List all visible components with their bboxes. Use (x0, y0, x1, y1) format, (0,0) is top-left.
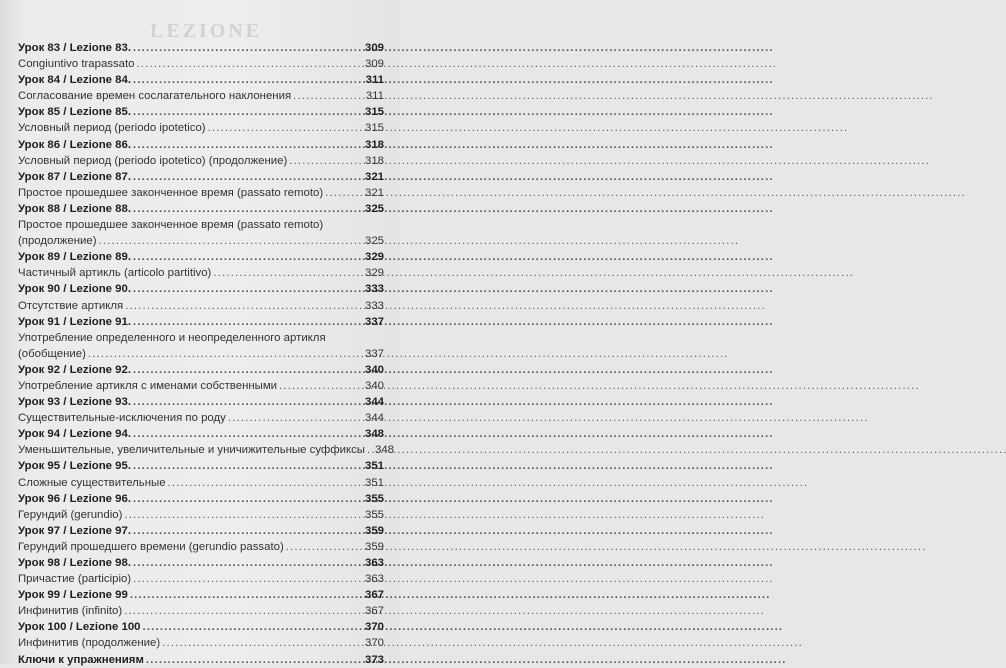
toc-entry-title-line: Простое прошедшее законченное время (passato remoto) (18, 219, 324, 232)
dot-leader (133, 137, 363, 153)
toc-entry-title: Congiuntivo trapassato (18, 58, 135, 71)
toc-topic-entry (18, 153, 384, 169)
toc-topic-entry (18, 330, 384, 362)
toc-page-number: 309 (364, 42, 384, 54)
toc-entry-title: Урок 95 / Lezione 95. (18, 460, 131, 473)
toc-entry-title: Урок 94 / Lezione 94. (18, 428, 131, 441)
toc-entry-title: Урок 89 / Lezione 89. (18, 251, 131, 264)
toc-entry-title: Причастие (participio) (18, 573, 132, 586)
toc-entry-title: Ключи к упражнениям (18, 653, 144, 666)
dot-leader (133, 458, 363, 474)
dot-leader (286, 539, 363, 555)
dot-leader (146, 652, 363, 668)
toc-lesson-entry (18, 491, 384, 507)
toc-lesson-entry (18, 40, 384, 56)
toc-lesson-entry (18, 652, 384, 668)
dot-leader (99, 233, 363, 249)
toc-topic-entry (18, 410, 384, 426)
toc-entry-title: Урок 100 / Lezione 100 (18, 621, 141, 634)
toc-topic-entry (18, 298, 384, 314)
toc-entry-title: Урок 87 / Lezione 87. (18, 170, 131, 183)
toc-entry-title: Условный период (periodo ipotetico) (продолжение) (18, 154, 288, 167)
toc-topic-entry (18, 539, 384, 555)
toc-entry-title: Сложные существительные (18, 476, 166, 489)
toc-topic-entry (18, 378, 384, 394)
toc-page-number: 344 (364, 396, 384, 409)
toc-page-number: 370 (364, 637, 384, 650)
toc-page-number: 355 (364, 508, 384, 521)
toc-page-number: 359 (364, 540, 384, 553)
toc-page-number: 325 (364, 235, 384, 248)
toc-page-number: 321 (364, 186, 384, 199)
toc-lesson-entry (18, 314, 384, 330)
toc-page-number: 318 (364, 154, 384, 167)
toc-page-number: 318 (364, 138, 384, 151)
toc-topic-entry (18, 120, 384, 136)
table-of-contents (18, 40, 395, 668)
toc-topic-entry (18, 88, 384, 104)
toc-topic-entry (18, 56, 384, 72)
toc-page-number: 321 (364, 170, 384, 183)
dot-leader (367, 442, 373, 458)
toc-entry-title: Урок 98 / Lezione 98. (18, 557, 131, 569)
toc-page-number: 329 (364, 267, 384, 280)
toc-topic-entry (18, 265, 384, 281)
toc-page-number: 348 (364, 428, 384, 441)
toc-entry-title: Согласование времен сослагательного наклонения (18, 90, 292, 103)
dot-leader (279, 378, 363, 394)
dot-leader (137, 56, 363, 72)
toc-page-number: 311 (365, 90, 384, 103)
toc-entry-title: Герундий (gerundio) (18, 508, 123, 521)
dot-leader (133, 104, 363, 120)
toc-entry-title: Урок 84 / Lezione 84. (18, 74, 131, 87)
toc-entry-title: Существительные-исключения по роду (18, 412, 226, 425)
dot-leader (130, 587, 363, 603)
dot-leader (133, 491, 363, 507)
toc-lesson-entry (18, 555, 384, 571)
dot-leader (124, 507, 363, 523)
dot-leader (133, 555, 363, 571)
toc-entry-title: Урок 92 / Lezione 92. (18, 363, 131, 376)
toc-page-number: 359 (364, 524, 384, 537)
toc-topic-entry (18, 185, 384, 201)
toc-page-number: 348 (375, 444, 395, 457)
dot-leader (133, 169, 363, 185)
toc-page-number: 309 (364, 58, 384, 71)
dot-leader (133, 40, 363, 56)
toc-page-number: 367 (364, 605, 384, 618)
toc-topic-entry (18, 571, 384, 587)
book-page (0, 0, 400, 664)
toc-page-number: 344 (364, 412, 384, 425)
toc-page-number: 355 (364, 492, 384, 505)
toc-lesson-entry (18, 249, 384, 265)
toc-entry-title: Простое прошедшее законченное время (passato remoto) (18, 186, 324, 199)
toc-page-number: 373 (364, 653, 384, 666)
dot-leader (133, 394, 363, 410)
toc-entry-title: Урок 85 / Lezione 85. (18, 106, 131, 119)
toc-lesson-entry (18, 362, 384, 378)
dot-leader (133, 72, 364, 88)
toc-page-number: 315 (364, 106, 384, 119)
dot-leader (228, 410, 363, 426)
dot-leader (143, 619, 363, 635)
dot-leader (133, 281, 363, 297)
bleed-through-header: LEZIONE (150, 20, 263, 42)
dot-leader (162, 635, 363, 651)
toc-lesson-entry (18, 201, 384, 217)
toc-topic-entry (18, 635, 384, 651)
toc-page-number: 370 (364, 621, 384, 634)
dot-leader (213, 265, 363, 281)
toc-page-number: 340 (364, 363, 384, 376)
toc-lesson-entry (18, 426, 384, 442)
toc-page-number: 329 (364, 251, 384, 264)
dot-leader (168, 475, 363, 491)
dot-leader (208, 120, 363, 136)
toc-page-number: 367 (364, 589, 384, 602)
toc-entry-title: Урок 88 / Lezione 88. (18, 202, 131, 215)
toc-lesson-entry (18, 587, 384, 603)
toc-page-number: 333 (364, 299, 384, 312)
toc-entry-title: Отсутствие артикля (18, 299, 124, 312)
toc-entry-title: (продолжение) (18, 235, 97, 248)
toc-lesson-entry (18, 137, 384, 153)
toc-entry-title: Урок 93 / Lezione 93. (18, 396, 131, 409)
toc-entry-title: Урок 90 / Lezione 90. (18, 283, 131, 296)
toc-entry-title: Урок 97 / Lezione 97. (18, 524, 131, 537)
toc-topic-entry (18, 475, 384, 491)
dot-leader (88, 346, 363, 362)
toc-topic-entry (18, 217, 384, 249)
toc-entry-title: Употребление артикля с именами собственными (18, 379, 278, 392)
toc-entry-title: Герундий прошедшего времени (gerundio passato) (18, 540, 284, 553)
toc-lesson-entry (18, 104, 384, 120)
toc-page-number: 325 (364, 202, 384, 215)
dot-leader (124, 603, 363, 619)
toc-entry-title: Урок 96 / Lezione 96. (18, 492, 131, 505)
toc-topic-entry (18, 603, 384, 619)
toc-lesson-entry (18, 394, 384, 410)
toc-page-number: 315 (364, 122, 384, 135)
dot-leader (325, 185, 363, 201)
toc-topic-entry (18, 442, 395, 458)
dot-leader (125, 298, 363, 314)
dot-leader (133, 426, 363, 442)
toc-entry-title: Условный период (periodo ipotetico) (18, 122, 206, 135)
toc-entry-title-line: Употребление определенного и неопределенного артикля (18, 331, 326, 344)
toc-lesson-entry (18, 619, 384, 635)
toc-page-number: 337 (364, 347, 384, 360)
dot-leader (293, 88, 364, 104)
toc-page-number: 351 (364, 476, 384, 489)
toc-entry-title: Уменьшительные, увеличительные и уничижительные суффиксы (18, 444, 365, 457)
toc-entry-title: Урок 91 / Lezione 91. (18, 315, 131, 328)
toc-entry-title: Урок 86 / Lezione 86. (18, 138, 131, 151)
dot-leader (289, 153, 363, 169)
toc-entry-title: Частичный артикль (articolo partitivo) (18, 267, 212, 280)
toc-lesson-entry (18, 458, 384, 474)
toc-entry-title: Урок 99 / Lezione 99 (18, 589, 128, 602)
toc-page-number: 340 (364, 379, 384, 392)
toc-entry-title: (обобщение) (18, 347, 86, 360)
toc-page-number: 337 (364, 315, 384, 328)
dot-leader (133, 201, 363, 217)
toc-entry-title: Инфинитив (продолжение) (18, 637, 161, 650)
toc-lesson-entry (18, 523, 384, 539)
dot-leader (133, 314, 363, 330)
toc-topic-entry (18, 507, 384, 523)
toc-page-number: 363 (364, 557, 384, 569)
toc-lesson-entry (18, 169, 384, 185)
toc-page-number: 333 (364, 283, 384, 296)
dot-leader (133, 523, 363, 539)
toc-page-number: 363 (364, 573, 384, 586)
toc-lesson-entry (18, 72, 384, 88)
dot-leader (133, 362, 363, 378)
toc-page-number: 311 (365, 74, 384, 87)
dot-leader (133, 249, 363, 265)
dot-leader (133, 571, 363, 587)
toc-page-number: 351 (364, 460, 384, 473)
toc-lesson-entry (18, 281, 384, 297)
toc-entry-title: Инфинитив (infinito) (18, 605, 123, 618)
toc-entry-title: Урок 83 / Lezione 83. (18, 42, 131, 54)
